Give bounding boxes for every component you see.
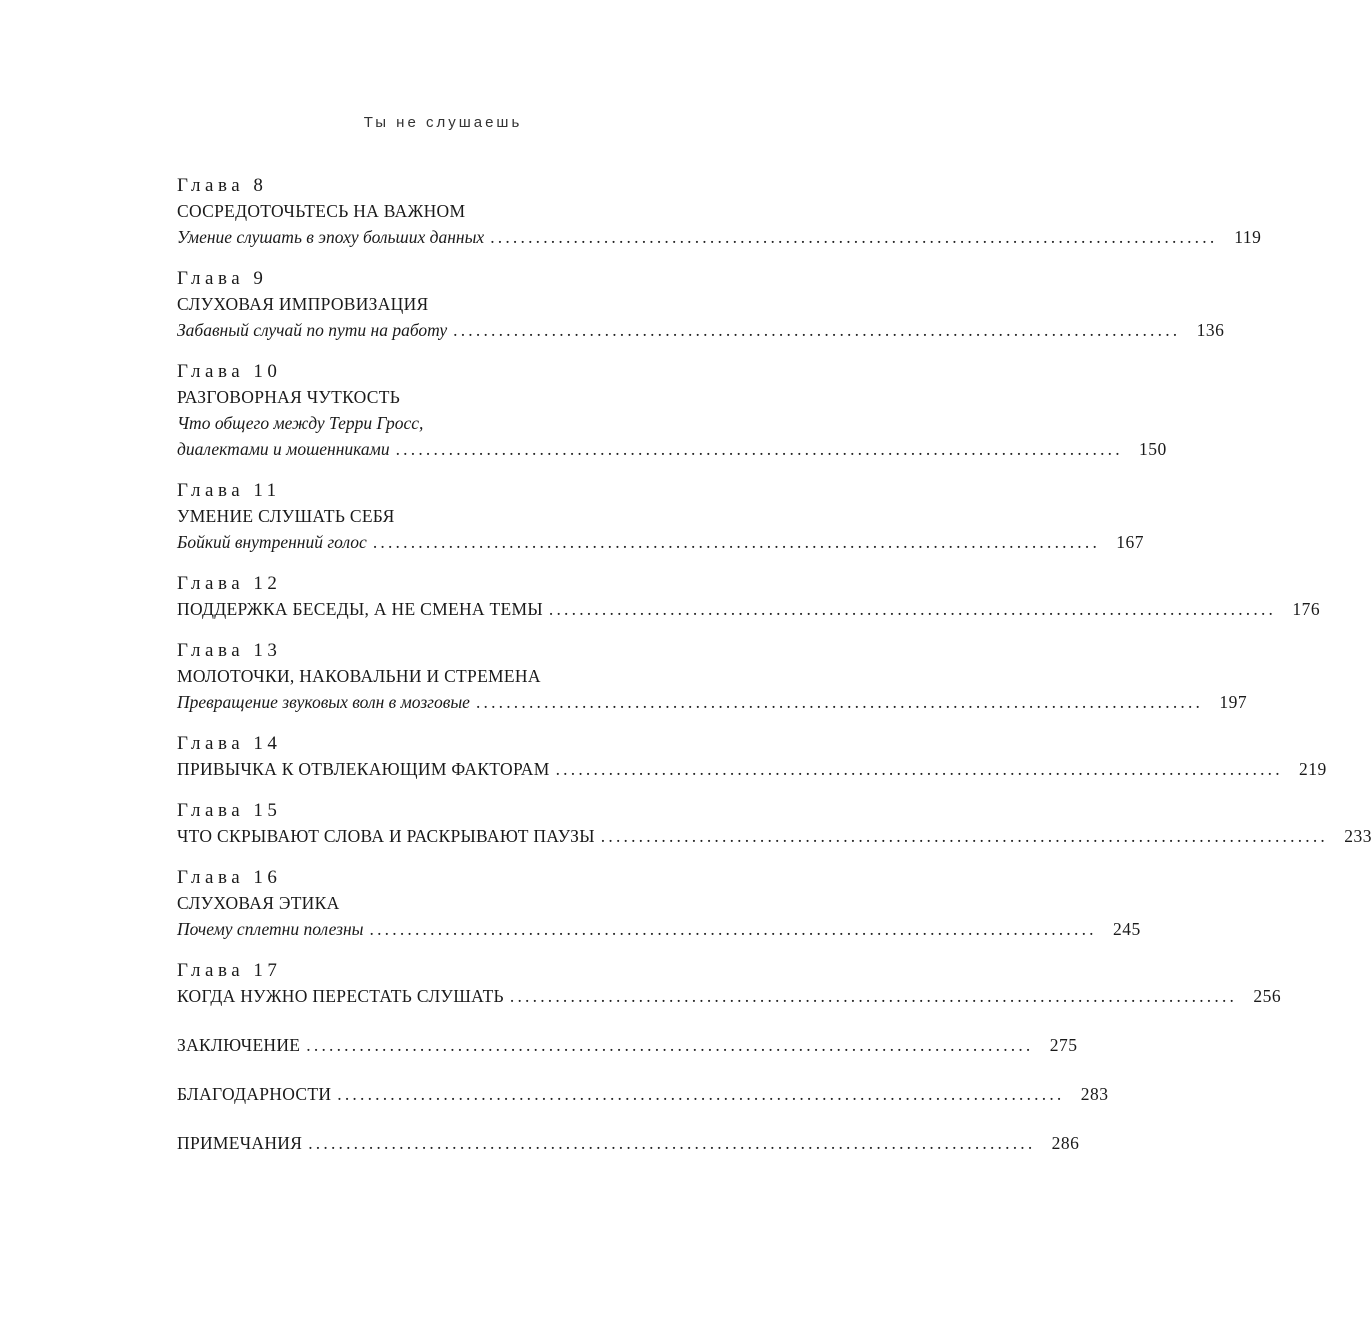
toc-chapter-9 (177, 266, 1225, 343)
chapter-subtitle-line-1: Что общего между Терри Гросс, (177, 413, 424, 433)
toc-chapter-14 (177, 731, 1327, 782)
toc-chapter-8 (177, 173, 1262, 250)
chapter-title: УМЕНИЕ СЛУШАТЬ СЕБЯ (177, 506, 395, 526)
chapter-title: СОСРЕДОТОЧЬТЕСЬ НА ВАЖНОМ (177, 201, 466, 221)
toc-chapter-15 (177, 798, 1372, 849)
chapter-title: КОГДА НУЖНО ПЕРЕСТАТЬ СЛУШАТЬ (177, 986, 504, 1006)
toc-entry[interactable] (177, 1081, 1109, 1107)
page-number: 219 (1299, 759, 1327, 779)
page-number: 150 (1139, 439, 1167, 459)
toc-entry[interactable] (177, 1032, 1078, 1058)
dot-leader: ................................................................................................ (306, 1035, 1034, 1055)
toc-chapter-17 (177, 958, 1282, 1009)
toc-chapter-11 (177, 478, 1145, 555)
chapter-title: РАЗГОВОРНАЯ ЧУТКОСТЬ (177, 387, 401, 407)
toc-chapter-16 (177, 865, 1141, 942)
toc-entry[interactable] (177, 823, 1372, 849)
toc-entry[interactable] (177, 916, 1141, 942)
dot-leader: ................................................................................................ (337, 1084, 1065, 1104)
chapter-subtitle: Забавный случай по пути на работу (177, 320, 448, 340)
chapter-title: ПОДДЕРЖКА БЕСЕДЫ, А НЕ СМЕНА ТЕМЫ (177, 599, 543, 619)
toc-acknowledgements (177, 1081, 1109, 1107)
chapter-subtitle-line-2: диалектами и мошенниками (177, 439, 390, 459)
toc-entry[interactable] (177, 596, 1321, 622)
toc-notes (177, 1130, 1080, 1156)
section-title: БЛАГОДАРНОСТИ (177, 1084, 332, 1104)
chapter-title: ЧТО СКРЫВАЮТ СЛОВА И РАСКРЫВАЮТ ПАУЗЫ (177, 826, 595, 846)
chapter-title: МОЛОТОЧКИ, НАКОВАЛЬНИ И СТРЕМЕНА (177, 666, 541, 686)
toc-chapter-10 (177, 359, 1167, 462)
page-number: 245 (1112, 919, 1141, 939)
dot-leader: ................................................................................................ (475, 692, 1204, 712)
page-number: 176 (1292, 599, 1321, 619)
chapter-label: Глава 17 (177, 960, 282, 981)
page-number: 283 (1080, 1084, 1109, 1104)
toc-entry[interactable] (177, 983, 1282, 1009)
chapter-label: Глава 12 (177, 573, 282, 594)
chapter-subtitle: Почему сплетни полезны (177, 919, 364, 939)
page-number: 197 (1219, 692, 1248, 712)
toc-entry[interactable] (177, 317, 1225, 343)
dot-leader: ................................................................................................ (600, 826, 1328, 846)
chapter-subtitle: Умение слушать в эпоху больших данных (177, 227, 485, 247)
dot-leader: ................................................................................................ (395, 439, 1123, 459)
dot-leader: ................................................................................................ (509, 986, 1238, 1006)
chapter-subtitle: Превращение звуковых волн в мозговые (177, 692, 470, 712)
dot-leader: ................................................................................................ (490, 227, 1218, 247)
chapter-label: Глава 9 (177, 268, 268, 289)
chapter-label: Глава 13 (177, 640, 282, 661)
chapter-label: Глава 16 (177, 867, 282, 888)
dot-leader: ................................................................................................ (372, 532, 1101, 552)
page-number: 136 (1196, 320, 1225, 340)
toc-entry[interactable] (177, 1130, 1080, 1156)
page-number: 119 (1234, 227, 1262, 247)
page-number: 167 (1116, 532, 1145, 552)
toc-chapter-12 (177, 571, 1321, 622)
page-number: 256 (1253, 986, 1282, 1006)
table-of-contents (177, 173, 1372, 1156)
section-title: ЗАКЛЮЧЕНИЕ (177, 1035, 301, 1055)
dot-leader: ................................................................................................ (308, 1133, 1036, 1153)
toc-entry[interactable] (177, 436, 1167, 462)
toc-entry[interactable] (177, 529, 1145, 555)
toc-conclusion (177, 1032, 1078, 1058)
chapter-title: ПРИВЫЧКА К ОТВЛЕКАЮЩИМ ФАКТОРАМ (177, 759, 550, 779)
dot-leader: ................................................................................................ (555, 759, 1283, 779)
chapter-title: СЛУХОВАЯ ЭТИКА (177, 893, 340, 913)
chapter-label: Глава 14 (177, 733, 282, 754)
toc-entry[interactable] (177, 224, 1262, 250)
page-number: 233 (1344, 826, 1372, 846)
chapter-label: Глава 11 (177, 480, 281, 501)
chapter-label: Глава 15 (177, 800, 282, 821)
section-title: ПРИМЕЧАНИЯ (177, 1133, 303, 1153)
toc-entry[interactable] (177, 689, 1248, 715)
chapter-label: Глава 10 (177, 361, 282, 382)
chapter-label: Глава 8 (177, 175, 268, 196)
chapter-subtitle: Бойкий внутренний голос (177, 532, 367, 552)
dot-leader: ................................................................................................ (369, 919, 1097, 939)
running-head: Ты не слушаешь (363, 114, 523, 131)
toc-entry[interactable] (177, 756, 1327, 782)
chapter-title: СЛУХОВАЯ ИМПРОВИЗАЦИЯ (177, 294, 429, 314)
dot-leader: ................................................................................................ (548, 599, 1277, 619)
toc-chapter-13 (177, 638, 1248, 715)
page-number: 286 (1051, 1133, 1080, 1153)
page-number: 275 (1049, 1035, 1078, 1055)
dot-leader: ................................................................................................ (453, 320, 1181, 340)
